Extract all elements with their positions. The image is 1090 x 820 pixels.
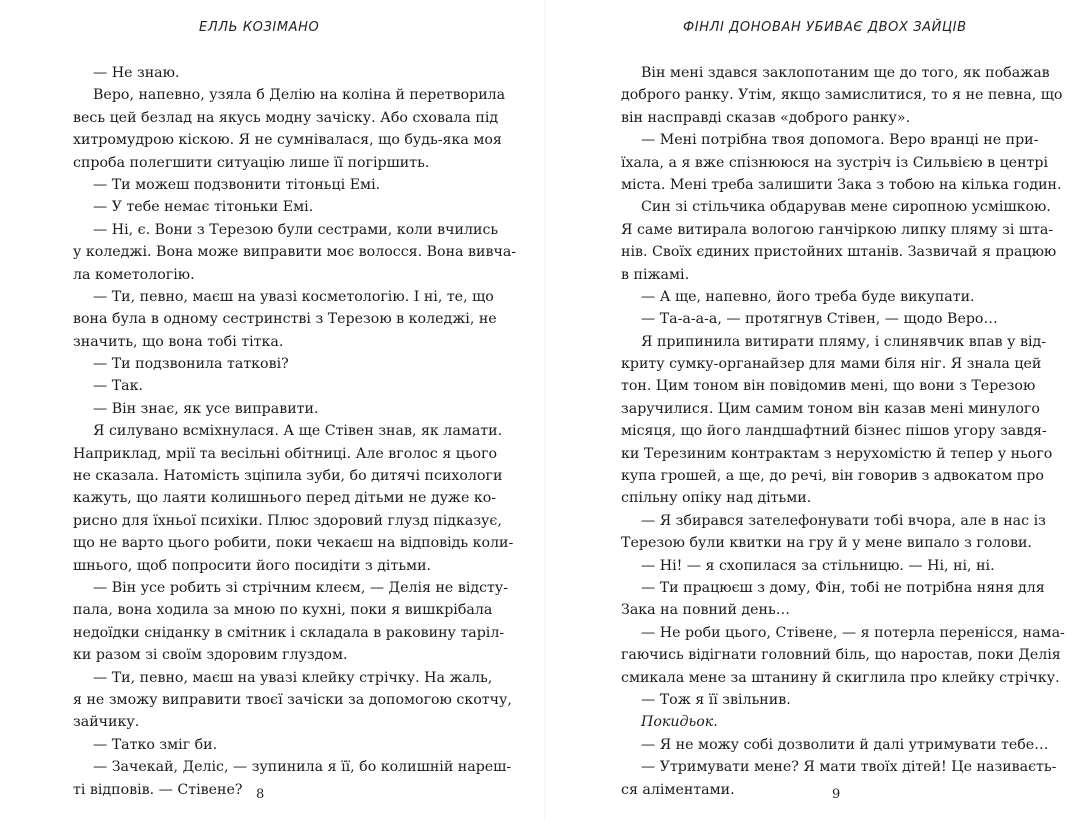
text-line: їхала, а я вже спізнююся на зустріч із Сильвією в центрі — [621, 154, 1049, 171]
text-line: — Ти можеш подзвонити тітоньці Емі. — [93, 176, 381, 193]
text-line: ті відповів. — Стівене? — [73, 781, 243, 798]
text-line: ки Терезиним контрактам з нерухомістю й тепер у нього — [621, 445, 1053, 462]
text-line: — У тебе немає тітоньки Емі. — [93, 199, 314, 216]
text-line: Терезою були квитки на гру й у мене випало з голови. — [621, 535, 1032, 552]
text-line: рисно для їхньої психіки. Плюс здоровий глузд підказує, — [73, 512, 502, 529]
text-line: значить, що вона тобі тітка. — [73, 333, 284, 350]
text-line: міста. Мені треба залишити Зака з тобою на кілька годин. — [621, 176, 1062, 193]
text-line: Він мені здався заклопотаним ще до того, як побажав — [641, 65, 1050, 81]
text-line: ки разом зі своїм здоровим глуздом. — [73, 647, 348, 664]
text-line: — Ти подзвонила таткові? — [93, 356, 289, 373]
text-line: Я силувано всміхнулася. А ще Стівен знав, як ламати. — [93, 423, 503, 440]
text-line: — Він усе робить зі стрічним клеєм, — Делія не відсту- — [93, 579, 509, 596]
text-line: — Мені потрібна твоя допомога. Веро вранці не при- — [641, 132, 1039, 149]
text-line: у коледжі. Вона може виправити моє волосся. Вона вивча- — [73, 244, 517, 261]
text-line: — Не знаю. — [93, 65, 180, 81]
text-line: — Та-а-а-а, — протягнув Стівен, — щодо Веро… — [641, 311, 998, 328]
text-line: — Татко зміг би. — [93, 736, 218, 753]
text-line: спільну опіку над дітьми. — [621, 490, 812, 507]
text-line: заручилися. Цим самим тоном він казав мені минулого — [621, 400, 1040, 417]
text-line: зайчику. — [73, 714, 140, 731]
text-line: пала, вона ходила за мною по кухні, поки я вишкрібала — [73, 602, 493, 619]
text-line: — Ні, є. Вони з Терезою були сестрами, коли вчились — [93, 221, 499, 238]
text-line: шнього, щоб попросити його посидіти з дітьми. — [73, 557, 432, 574]
text-line: вона була в одному сестринстві з Терезою в коледжі, не — [73, 311, 497, 328]
text-line: — Ти працюєш з дому, Фін, тобі не потрібна няня для — [641, 579, 1045, 596]
text-line: ла кометологію. — [73, 266, 195, 283]
text-line: він насправді сказав «доброго ранку». — [621, 109, 911, 126]
text-line: Покидьок. — [641, 714, 718, 731]
text-line: Зака на повний день… — [621, 602, 790, 619]
text-line: кажуть, що лаяти колишнього перед дітьми не дуже ко- — [73, 490, 497, 507]
text-line: що не варто цього робити, поки чекаєш на відповідь коли- — [73, 535, 514, 552]
text-line: купа грошей, а ще, до речі, він говорив з адвокатом про — [621, 468, 1044, 485]
text-line: Син зі стільчика обдарував мене сиропною усмішкою. — [641, 199, 1051, 216]
left-page-text — [73, 62, 517, 801]
text-line: в піжамі. — [621, 266, 690, 283]
text-line: Веро, напевно, узяла б Делію на коліна й перетворила — [93, 87, 506, 104]
text-line: смикала мене за штанину й скиглила про клейку стрічку. — [621, 669, 1060, 686]
left-running-head: ЕЛЛЬ КОЗІМАНО — [199, 20, 320, 35]
text-line: — Не роби цього, Стівене, — я потерла перенісся, нама- — [641, 624, 1065, 641]
text-line: весь цей безлад на якусь модну зачіску. Або сховала під — [73, 109, 499, 126]
text-line: Я припинила витирати пляму, і слинявчик впав у від- — [641, 333, 1047, 350]
text-line: недоїдки сніданку в смітник і складала в раковину таріл- — [73, 624, 505, 641]
text-line: — Ні! — я схопилася за стільницю. — Ні, ні, ні. — [641, 557, 995, 574]
text-line: Наприклад, мрії та весільні обітниці. Але вголос я цього — [73, 445, 498, 462]
right-running-head: ФІНЛІ ДОНОВАН УБИВАЄ ДВОХ ЗАЙЦІВ — [683, 20, 967, 35]
text-line: — А ще, напевно, його треба буде викупати. — [641, 288, 975, 305]
text-line: місяця, що його ландшафтний бізнес пішов угору завдя- — [621, 423, 1047, 440]
text-line: — Ти, певно, маєш на увазі косметологію. І ні, те, що — [93, 288, 494, 305]
text-line: криту сумку-органайзер для мами біля ніг. Я знала цей — [621, 356, 1042, 373]
right-page — [545, 0, 1090, 820]
text-line: я не зможу виправити твоєї зачіски за допомогою скотчу, — [73, 691, 512, 708]
text-line: Я саме витирала вологою ганчіркою липку пляму зі шта- — [621, 221, 1054, 238]
text-line: — Тож я її звільнив. — [641, 691, 791, 708]
right-page-text — [621, 62, 1065, 801]
text-line: — Утримувати мене? Я мати твоїх дітей! Це називаєть- — [641, 759, 1057, 776]
text-line: хитромудрою кіскою. Я не сумнівалася, що будь-яка моя — [73, 132, 502, 149]
text-line: — Так. — [93, 378, 143, 395]
text-line: — Він знає, як усе виправити. — [93, 400, 319, 417]
text-line: тон. Цим тоном він повідомив мені, що вони з Терезою — [621, 378, 1036, 395]
text-line: доброго ранку. Утім, якщо замислитися, то я не певна, що — [621, 87, 1063, 104]
text-line: нів. Своїх єдиних пристойних штанів. Зазвичай я працюю — [621, 244, 1057, 261]
text-line: — Я збирався зателефонувати тобі вчора, але в нас із — [641, 512, 1046, 529]
text-line: спроба полегшити ситуацію лише її погіршить. — [73, 154, 430, 171]
text-line: ся аліментами. — [621, 781, 735, 798]
text-line: не сказала. Натомість зціпила зуби, бо дитячі психологи — [73, 468, 503, 485]
text-line: — Я не можу собі дозволити й далі утримувати тебе… — [641, 736, 1049, 753]
right-page-number: 9 — [832, 787, 841, 802]
text-line: — Зачекай, Деліс, — зупинила я її, бо колишній нареш- — [93, 759, 512, 776]
text-line: гаючись відігнати головний біль, що наростав, поки Делія — [621, 647, 1061, 664]
left-page-number: 8 — [256, 787, 265, 802]
text-line: — Ти, певно, маєш на увазі клейку стрічку. На жаль, — [93, 669, 493, 686]
